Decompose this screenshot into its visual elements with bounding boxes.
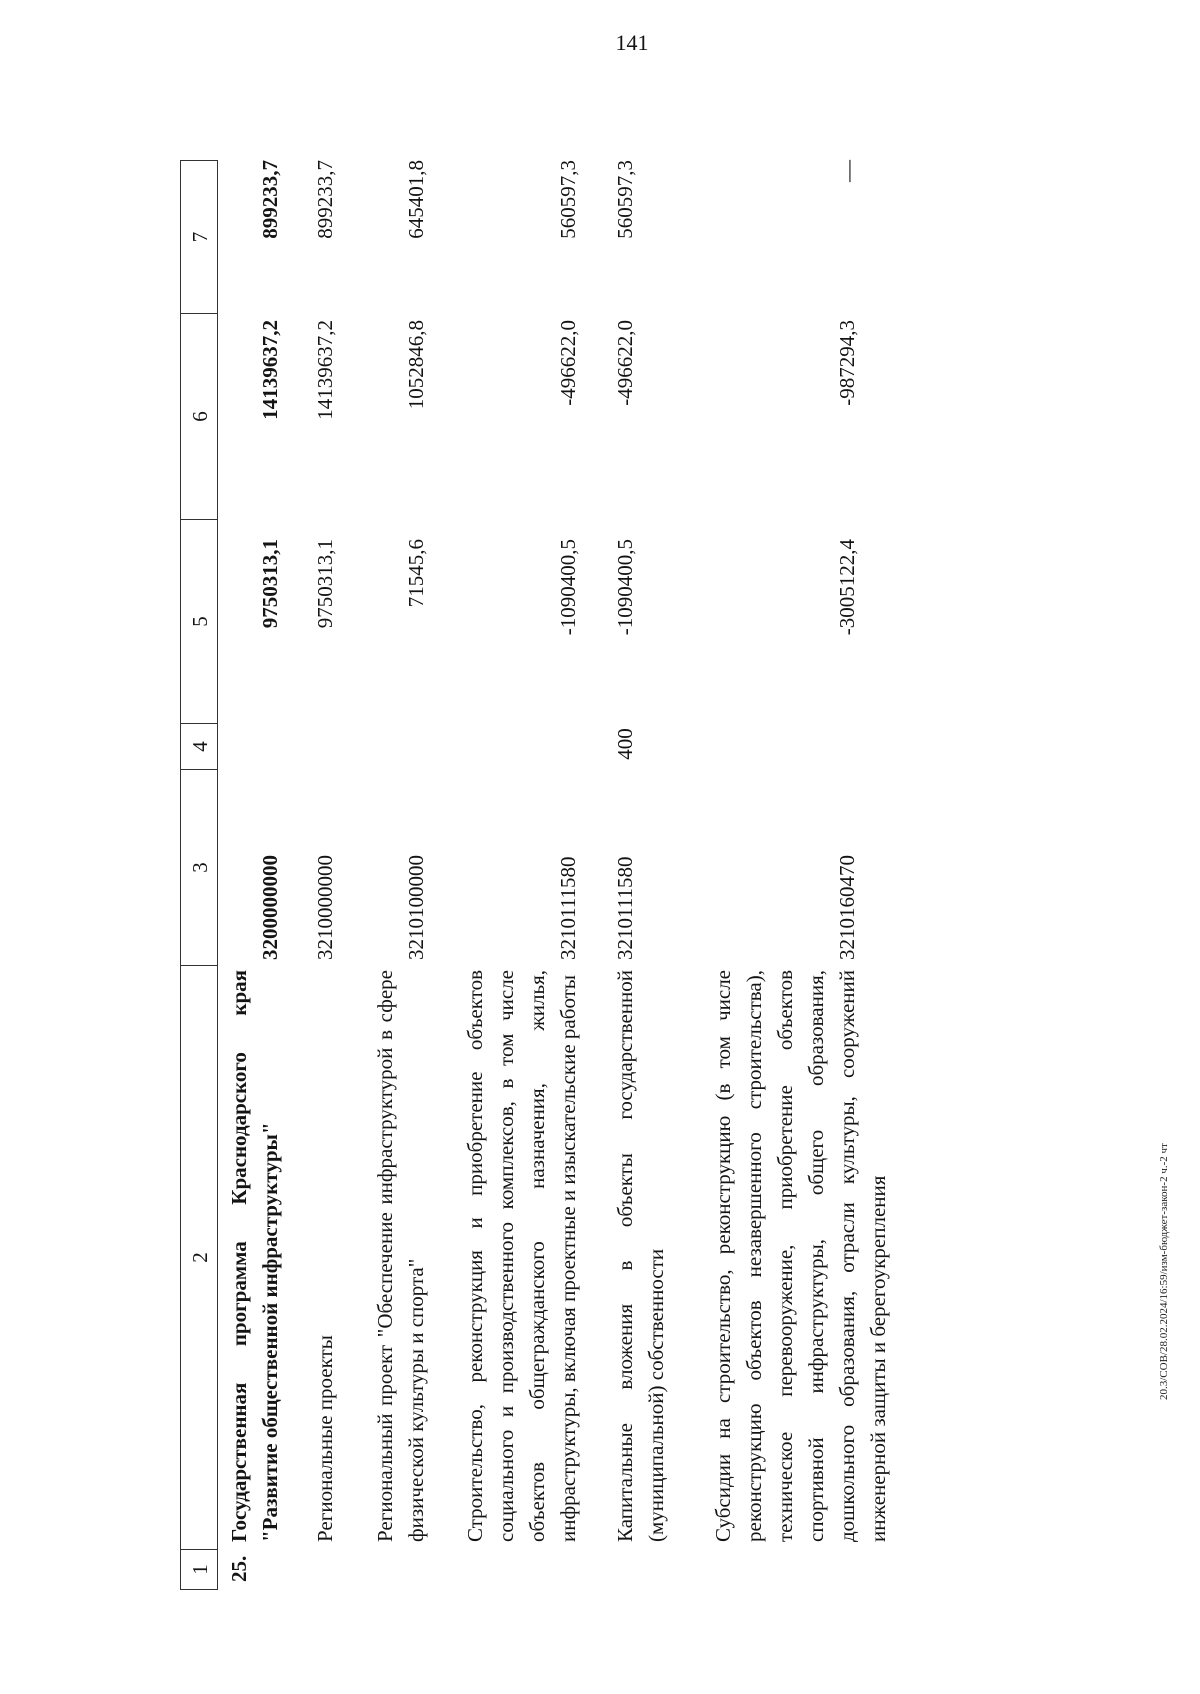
row-value-5: -1090400,5 <box>613 539 637 636</box>
row-value-7: 560597,3 <box>613 160 637 239</box>
row-value-5: 9750313,1 <box>258 539 282 629</box>
row-code: 3210111580 <box>556 856 580 960</box>
table-header <box>180 160 218 1590</box>
row-value-5: -1090400,5 <box>556 539 580 636</box>
row-code: 3210160470 <box>835 855 859 960</box>
row-code: 3210000000 <box>313 855 337 960</box>
row-value-7: 899233,7 <box>313 160 337 239</box>
row-value-7: 899233,7 <box>258 160 282 239</box>
row-value-6: -496622,0 <box>613 320 637 406</box>
header-col-4: 4 <box>180 724 218 770</box>
header-col-6: 6 <box>180 314 218 520</box>
row-code: 3200000000 <box>258 855 282 960</box>
row-value-5: -3005122,4 <box>835 539 859 636</box>
row-value-6: 14139637,2 <box>258 320 282 420</box>
row-value-5: 9750313,1 <box>313 539 337 629</box>
row-value-7: 560597,3 <box>556 160 580 239</box>
row-value-6: 1052846,8 <box>404 320 428 410</box>
row-value-6: -987294,3 <box>835 320 859 406</box>
header-col-7: 7 <box>180 160 218 314</box>
header-col-2: 2 <box>180 966 218 1550</box>
row-value-6: -496622,0 <box>556 320 580 406</box>
row-type: 400 <box>613 728 637 760</box>
row-value-5: 71545,6 <box>404 539 428 608</box>
footer-note: 20.3/СОВ/28.02.2024/16:59/изм-бюджет-закон-2 ч.-2 чт <box>1158 1143 1170 1400</box>
row-value-7: 645401,8 <box>404 160 428 239</box>
row-code: 3210100000 <box>404 855 428 960</box>
row-name: Государственная программа Краснодарского края "Развитие общественной инфраструктуры" <box>227 970 282 1542</box>
row-name: Региональный проект "Обеспечение инфраструктурой в сфере физической культуры и спорта" <box>373 970 428 1542</box>
row-value-7: — <box>835 160 860 182</box>
row-number: 25. <box>227 1555 251 1582</box>
row-code: 3210111580 <box>613 856 637 960</box>
row-value-6: 14139637,2 <box>313 320 337 420</box>
budget-table <box>180 160 1000 1590</box>
header-col-5: 5 <box>180 520 218 724</box>
row-name: Капитальные вложения в объекты государственной (муниципальной) собственности <box>613 970 668 1542</box>
header-col-1: 1 <box>180 1550 218 1590</box>
row-name: Субсидии на строительство, реконструкцию (в том числе реконструкцию объектов незавершенного строительства), техническое перевооружение, приобретение объектов спортивной инфраструктуры, общего образования, дошкольного образования, отрасли культуры, сооружений инженерной защиты и берегоукрепления <box>711 970 890 1542</box>
row-name: Строительство, реконструкция и приобретение объектов социального и производственного комплексов, в том числе объектов общегражданского назначения, жилья, инфраструктуры, включая проектные и изыскательские работы <box>463 970 580 1542</box>
page-number: 141 <box>615 30 649 55</box>
row-name: Региональные проекты <box>313 1335 337 1542</box>
header-col-3: 3 <box>180 770 218 966</box>
